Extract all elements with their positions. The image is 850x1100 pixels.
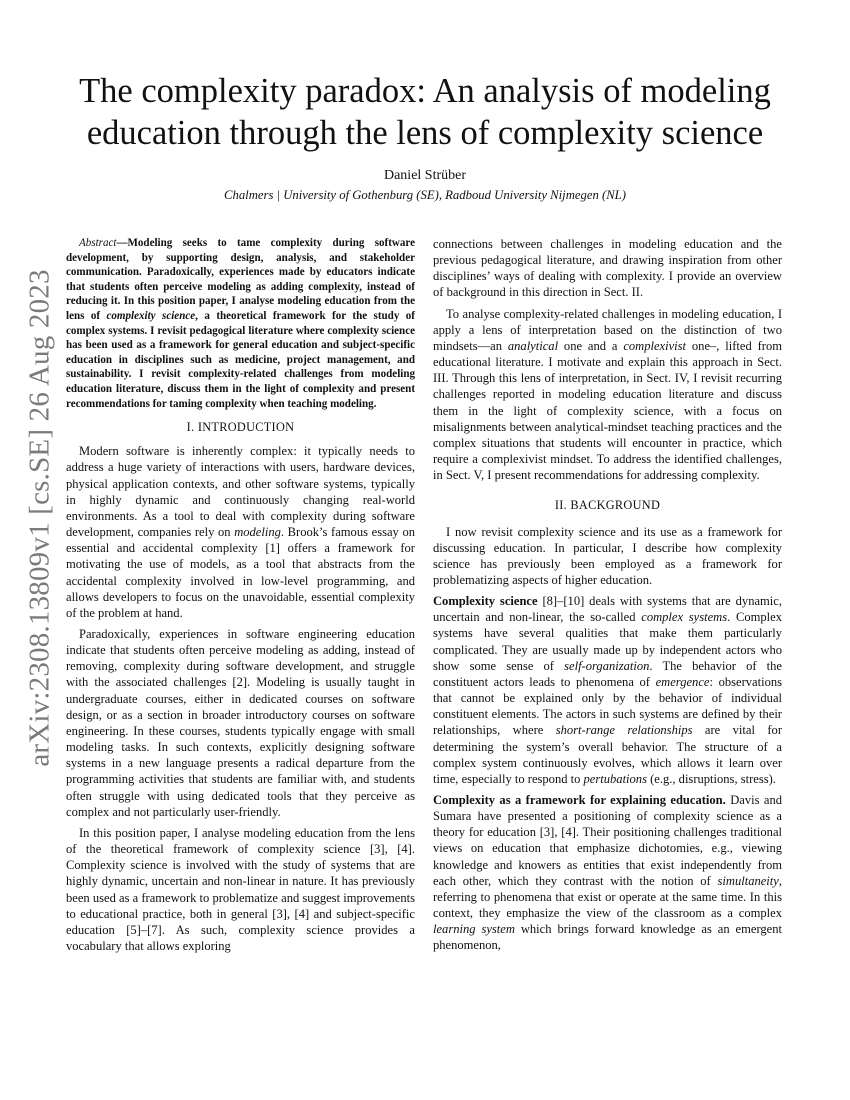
abstract-emphasis: complexity science	[106, 309, 196, 322]
text-span: are vital for determining the system’s overall behavior. The structure of a complex system continuously evolves, which allows it learn over time, especially to respond to	[433, 723, 782, 786]
text-span: . Complex systems have several qualities that make them particularly complicated. They are usually made up by independent actors who show some sense of	[433, 610, 782, 673]
text-span: one and a	[558, 338, 624, 353]
intro-paragraph-2: Paradoxically, experiences in software engineering education indicate that students often perceive modeling as adding, instead of removing, complexity during software development, and struggle with the associated challenges [2]. Modeling is usually taught in undergraduate courses, either in dedicated courses on software design, or as a section in broader introductory courses on software engineering. In these courses, students typically engage with small modeling tasks. In such contexts, explicitly designing software systems in a new language presents a radical departure from the programming activities that students are familiar with, and students often struggle with using dedicated tools that they perceive as complex and not particularly user-friendly.	[66, 627, 415, 819]
section-heading-introduction: I. INTRODUCTION	[186, 420, 295, 435]
abstract-text-cont: , a theoretical framework for the study of complex systems. I revisit pedagogical literature where complexity science has been used as a framework for general education and subject-specific education in disciplines such as medicine, project management, and sustainability. I revisit complexity-related challenges from modeling education literature, discuss them in the light of complexity and present recommendations for taming complexity when teaching modeling.	[66, 309, 415, 410]
emphasis: modeling	[234, 525, 281, 540]
emphasis: learning system	[433, 922, 515, 937]
text-span: . Brook’s famous essay on essential and accidental complexity [1] offers a framework for motivating the use of models, as a tool that abstracts from the accidental complexity involved in low-level programming, and allows developers to focus on the unavoidable, essential complexity of the problem at hand.	[66, 525, 415, 620]
emphasis: complexivist	[623, 338, 687, 353]
background-paragraph-1: I now revisit complexity science and its use as a framework for discussing education. In particular, I describe how complexity science has previously been employed as a framework for problematizing aspects of higher education.	[433, 524, 782, 587]
background-paragraph-education	[433, 792, 782, 954]
intro-paragraph-3: In this position paper, I analyse modeling education from the lens of the theoretical framework of complexity science [3], [4]. Complexity science is involved with the study of systems that are highly dynamic, uncertain and non-linear in nature. It has previously been used as a framework to problematize and suggest improvements to educational practice, both in general [3], [4] and subject-specific education [5]–[7]. As such, complexity science provides a vocabulary that allows exploring	[66, 825, 415, 953]
arxiv-identifier-text: arXiv:2308.13809v1 [cs.SE] 26 Aug 2023	[23, 269, 56, 767]
text-span: [8]–[10] deals with systems that are dynamic, uncertain and non-linear, the so-called	[433, 594, 782, 625]
paper-title	[60, 70, 790, 154]
title-line-2: education through the lens of complexity science	[86, 114, 764, 152]
author-name: Daniel Strüber	[383, 168, 467, 183]
emphasis: short-range relationships	[555, 723, 693, 738]
left-column	[66, 236, 415, 959]
text-span: one–, lifted from educational literature. I motivate and explain this approach in Sect. III. Through this lens of interpretation, in Sect. IV, I revisit recurring challenges reported in modeling education literature and discuss them in the light of complexity science, with a focus on misalignments between analytical-mindset teaching practices and the complex situations that students will encounter in practice, which require a complexivist mindset. To address the identified challenges, in Sect. V, I present recommendations for addressing complexity.	[433, 338, 783, 483]
emphasis: analytical	[507, 338, 559, 353]
author-affiliation: Chalmers | University of Gothenburg (SE), Radboud University Nijmegen (NL)	[224, 188, 626, 202]
text-span: which brings forward knowledge as an emergent phenomenon,	[433, 922, 782, 953]
emphasis: complex systems	[641, 610, 728, 625]
emphasis: self-organization	[564, 658, 650, 673]
intro-paragraph-3-continued: connections between challenges in modeling education and the previous pedagogical literature, and drawing inspiration from other disciplines’ ways of dealing with complexity. I provide an overview of background in this direction in Sect. II.	[433, 237, 782, 300]
emphasis: emergence	[655, 674, 710, 689]
paragraph-lead: Complexity as a framework for explaining education.	[433, 793, 726, 807]
emphasis: pertubations	[583, 771, 647, 786]
abstract	[66, 236, 415, 411]
right-column	[433, 236, 782, 959]
intro-paragraph-1	[66, 443, 415, 621]
text-span: , referring to phenomena that exist or operate at the same time. In this context, they emphasize the view of the classroom as a complex	[433, 873, 782, 921]
text-span: Modern software is inherently complex: it typically needs to address a huge variety of interactions with users, hardware devices, physical application contexts, and other software systems, typically in highly dynamic and continuously changing real-world environments. As a tool to deal with complexity during software development, companies rely on	[66, 444, 415, 540]
text-span: . The behavior of the constituent actors leads to phenomena of	[433, 658, 783, 689]
text-span: Davis and Sumara have presented a positioning of complexity science as a theory for education [3], [4]. Their positioning challenges traditional views on education that emphasize dichotomies, e.g., viewing knowledge and knowers as entities that exist independently from each other, which they contrast with the notion of	[433, 793, 782, 888]
arxiv-identifier	[8, 268, 72, 768]
text-span: To analyse complexity-related challenges in modeling education, I apply a lens of interpretation based on the distinction of two mindsets—an	[433, 306, 782, 353]
text-span: : observations that cannot be explained only by the behavior of individual constituent elements. The actors in such systems are defined by their relationships, where	[433, 674, 782, 738]
paragraph-lead: Complexity science	[433, 594, 538, 609]
title-line-1: The complexity paradox: An analysis of modeling	[79, 72, 771, 110]
background-paragraph-complexity-science	[433, 593, 782, 787]
intro-paragraph-4	[433, 306, 782, 484]
abstract-label: Abstract	[79, 237, 117, 249]
text-span: (e.g., disruptions, stress).	[646, 771, 776, 786]
emphasis: simultaneity	[717, 873, 779, 888]
abstract-text: —Modeling seeks to tame complexity during software development, by supporting design, analysis, and stakeholder communication. Paradoxically, experiences made by educators indicate that students often perceive modeling as adding complexity, instead of reducing it. In this position paper, I analyse modeling education from the lens of	[66, 237, 415, 322]
section-heading-background: II. BACKGROUND	[554, 498, 661, 513]
